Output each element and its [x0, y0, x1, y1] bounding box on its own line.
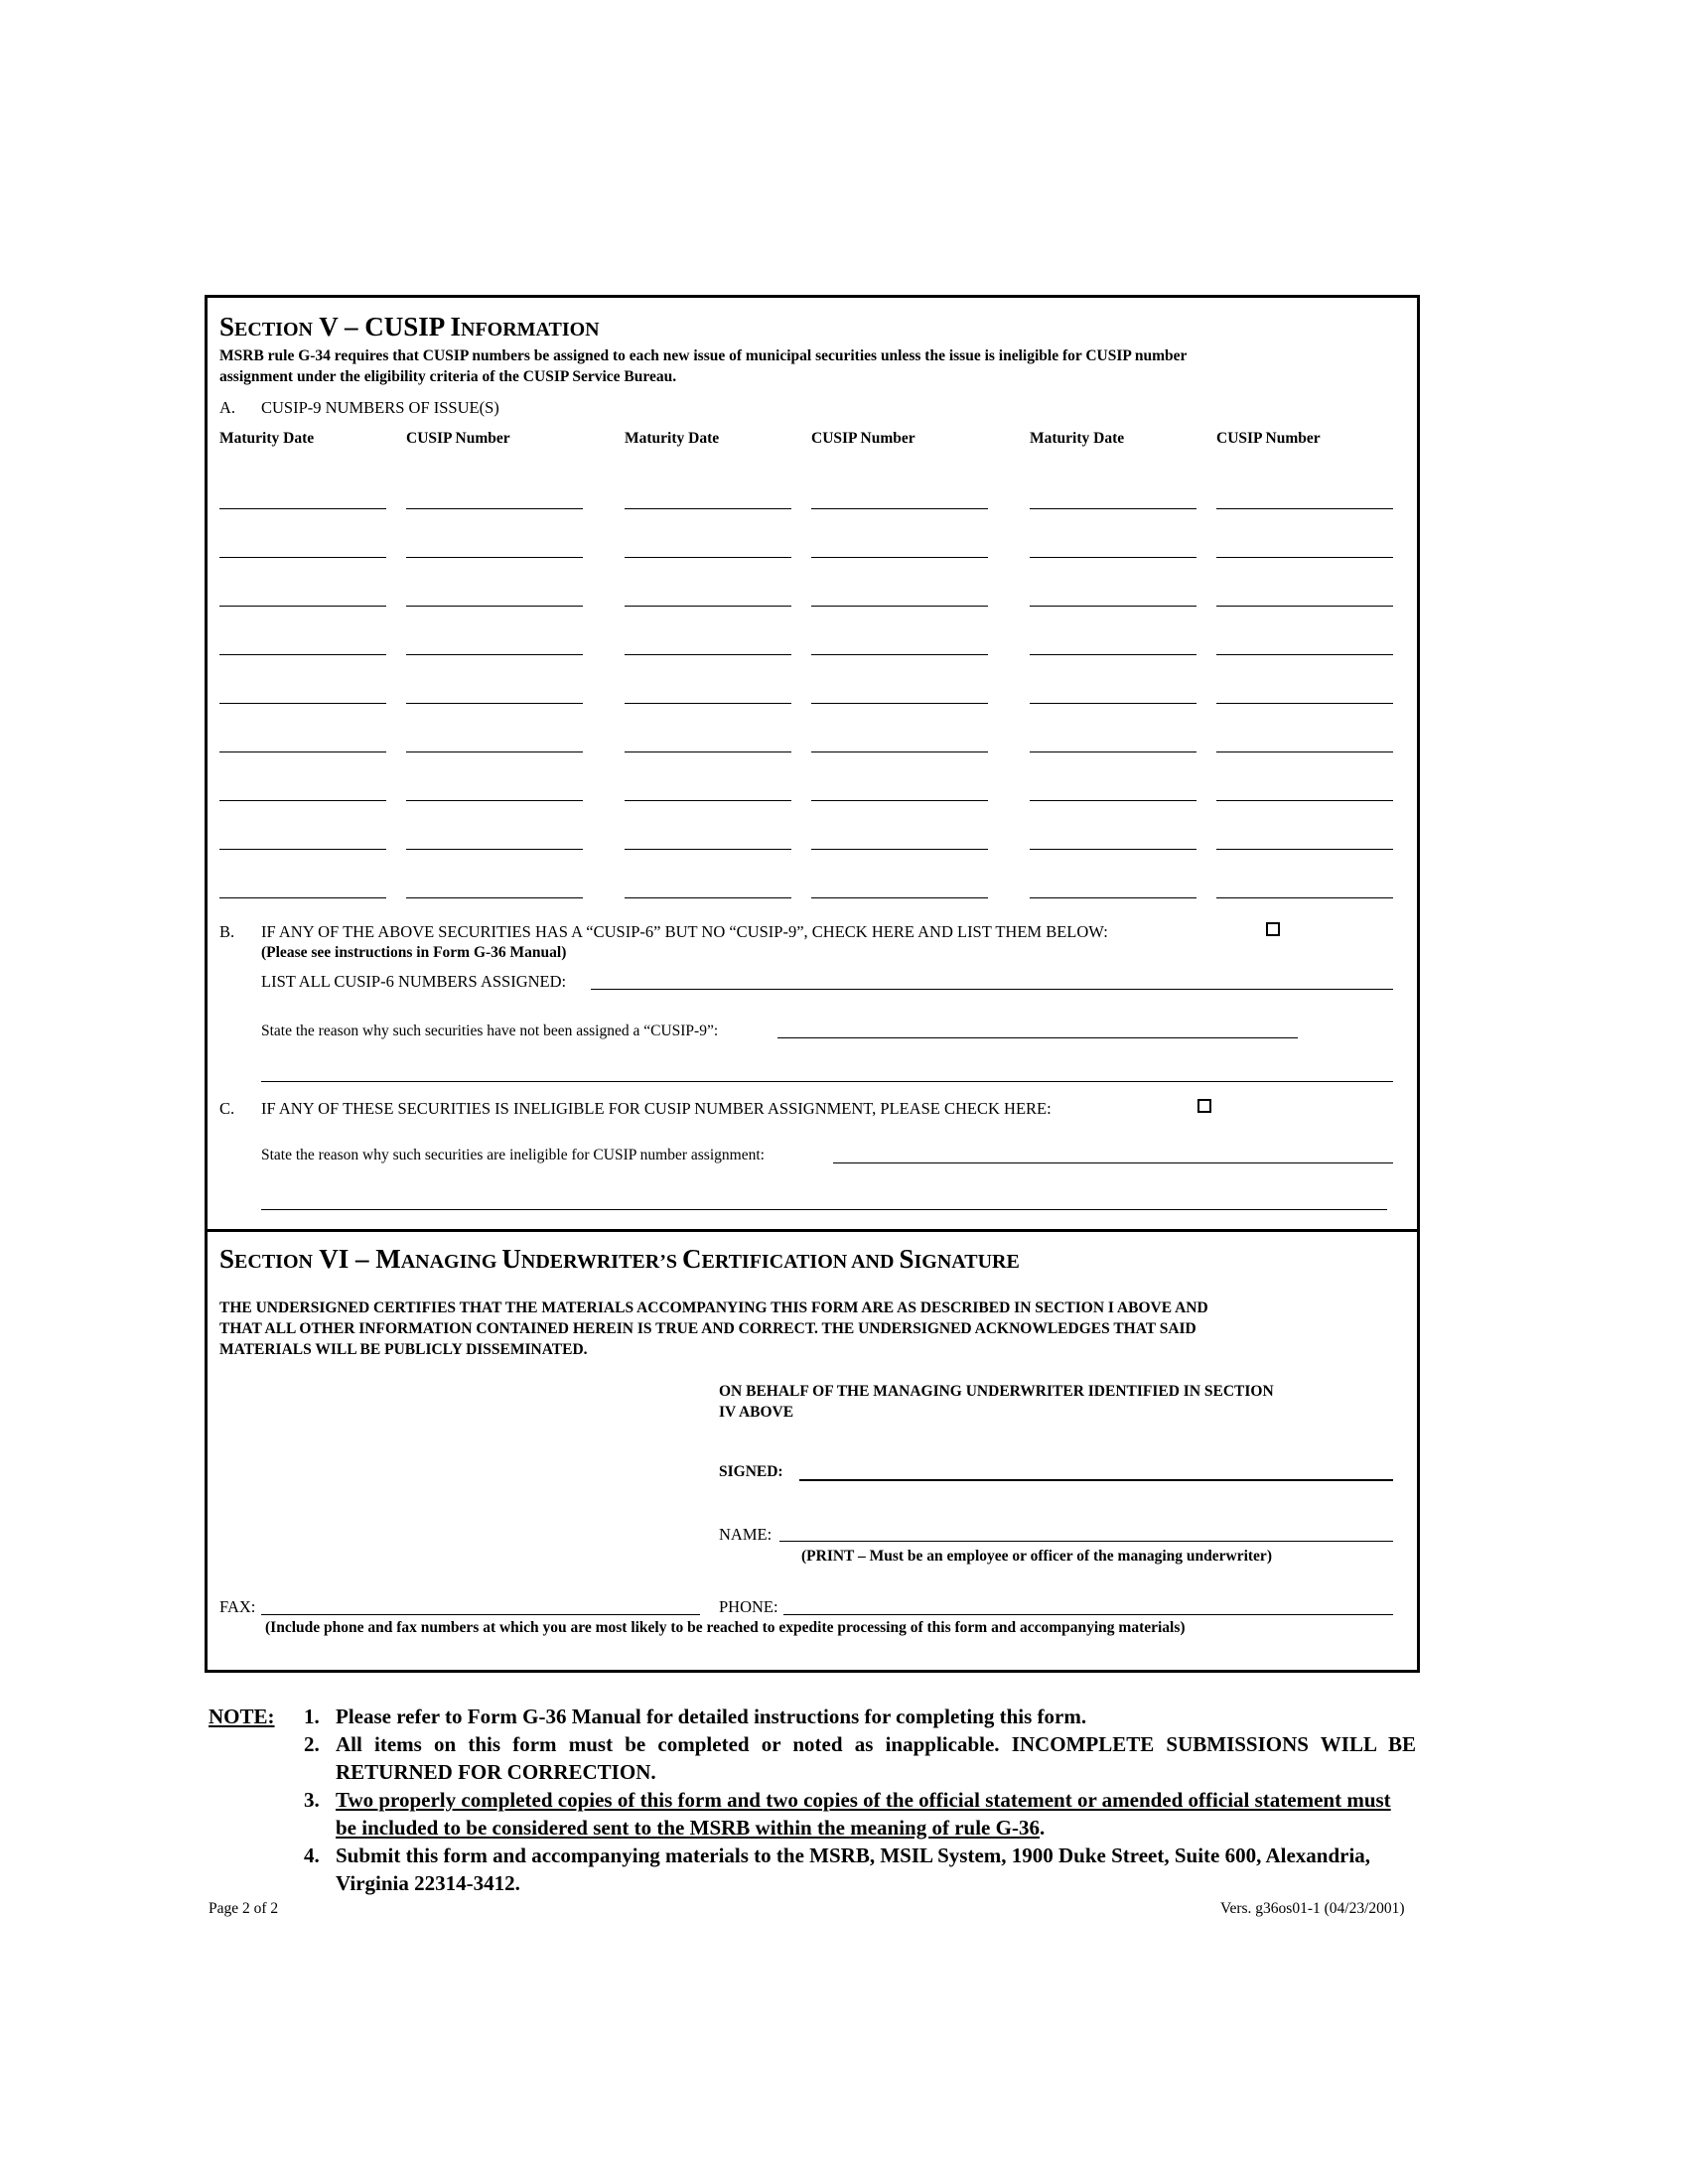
section-5-title: SECTION V – CUSIP INFORMATION — [219, 312, 600, 341]
part-b-checkbox[interactable] — [1266, 922, 1280, 936]
section-6-title: SECTION VI – MANAGING UNDERWRITER’S CERTIFICATION AND SIGNATURE — [219, 1244, 1020, 1274]
ineligible-reason-field-line2[interactable] — [261, 1209, 1387, 1210]
cusip9-reason-field-line2[interactable] — [261, 1081, 1393, 1082]
note-item-2: 2. All items on this form must be completed or noted as inapplicable. INCOMPLETE SUBMISSIONS WILL BE RETURNED FOR CORRECTION. — [304, 1732, 1416, 1784]
part-a-label: CUSIP-9 NUMBERS OF ISSUE(S) — [261, 398, 499, 417]
cusip6-list-field[interactable] — [591, 989, 1393, 990]
cusip-number-field[interactable] — [811, 897, 988, 898]
name-label: NAME: — [719, 1525, 773, 1544]
cusip-number-field[interactable] — [1216, 654, 1393, 655]
maturity-date-field[interactable] — [1030, 703, 1196, 704]
cusip-number-field[interactable] — [1216, 703, 1393, 704]
part-c-text: IF ANY OF THESE SECURITIES IS INELIGIBLE FOR CUSIP NUMBER ASSIGNMENT, PLEASE CHECK HERE: — [261, 1099, 1052, 1118]
section-5-intro-line1: MSRB rule G-34 requires that CUSIP numbers be assigned to each new issue of municipal securities unless the issue is ineligible for CUSIP number — [219, 347, 1188, 364]
phone-label: PHONE: — [719, 1597, 778, 1616]
ineligible-reason-field[interactable] — [833, 1162, 1393, 1163]
note-label: NOTE: — [209, 1705, 275, 1728]
maturity-date-field[interactable] — [1030, 606, 1196, 607]
maturity-date-field[interactable] — [625, 751, 791, 752]
maturity-date-field[interactable] — [1030, 508, 1196, 509]
part-c-checkbox[interactable] — [1197, 1099, 1211, 1113]
cusip-number-field[interactable] — [406, 849, 583, 850]
cusip-number-field[interactable] — [406, 508, 583, 509]
version-label: Vers. g36os01-1 (04/23/2001) — [1220, 1900, 1405, 1917]
cusip-number-field[interactable] — [406, 557, 583, 558]
column-header: CUSIP Number — [1216, 430, 1321, 447]
phone-field[interactable] — [783, 1614, 1393, 1615]
column-header: CUSIP Number — [406, 430, 510, 447]
part-a-letter: A. — [219, 398, 236, 417]
column-header: Maturity Date — [625, 430, 720, 447]
cusip-number-field[interactable] — [406, 800, 583, 801]
cusip-number-field[interactable] — [406, 897, 583, 898]
fax-field[interactable] — [261, 1614, 700, 1615]
note-item-3: 3. Two properly completed copies of this form and two copies of the official statement or amended official statement must be included to be considered sent to the MSRB within the meaning of rule G-36. — [304, 1788, 1391, 1840]
cusip-number-field[interactable] — [811, 849, 988, 850]
maturity-date-field[interactable] — [219, 557, 386, 558]
cusip-number-field[interactable] — [1216, 557, 1393, 558]
maturity-date-field[interactable] — [625, 800, 791, 801]
maturity-date-field[interactable] — [1030, 897, 1196, 898]
column-header: Maturity Date — [1030, 430, 1125, 447]
maturity-date-field[interactable] — [1030, 557, 1196, 558]
signature-field[interactable] — [799, 1479, 1393, 1481]
maturity-date-field[interactable] — [625, 897, 791, 898]
cusip-number-field[interactable] — [1216, 897, 1393, 898]
form-frame — [205, 295, 1420, 1673]
cusip-number-field[interactable] — [811, 654, 988, 655]
maturity-date-field[interactable] — [625, 654, 791, 655]
cusip-number-field[interactable] — [811, 751, 988, 752]
cusip-number-field[interactable] — [811, 508, 988, 509]
contact-note: (Include phone and fax numbers at which you are most likely to be reached to expedite processing of this form and accompanying materials) — [265, 1619, 1186, 1636]
note-item-1: 1. Please refer to Form G-36 Manual for detailed instructions for completing this form. — [304, 1705, 1087, 1728]
column-header: CUSIP Number — [811, 430, 915, 447]
cusip-number-field[interactable] — [811, 703, 988, 704]
behalf-line2: IV ABOVE — [719, 1404, 794, 1421]
page-number: Page 2 of 2 — [209, 1900, 279, 1917]
cusip-number-field[interactable] — [1216, 800, 1393, 801]
part-b-reason-label: State the reason why such securities have not been assigned a “CUSIP-9”: — [261, 1023, 719, 1039]
cusip-number-field[interactable] — [811, 606, 988, 607]
column-header: Maturity Date — [219, 430, 315, 447]
maturity-date-field[interactable] — [1030, 800, 1196, 801]
cusip9-reason-field[interactable] — [777, 1037, 1298, 1038]
cert-line3: MATERIALS WILL BE PUBLICLY DISSEMINATED. — [219, 1341, 588, 1358]
part-b-letter: B. — [219, 922, 235, 941]
cert-line1: THE UNDERSIGNED CERTIFIES THAT THE MATERIALS ACCOMPANYING THIS FORM ARE AS DESCRIBED IN SECTION I ABOVE AND — [219, 1299, 1208, 1316]
maturity-date-field[interactable] — [219, 508, 386, 509]
cusip-number-field[interactable] — [406, 751, 583, 752]
cusip-number-field[interactable] — [406, 703, 583, 704]
cusip-number-field[interactable] — [406, 606, 583, 607]
part-c-reason-label: State the reason why such securities are ineligible for CUSIP number assignment: — [261, 1147, 765, 1163]
maturity-date-field[interactable] — [625, 557, 791, 558]
maturity-date-field[interactable] — [219, 897, 386, 898]
maturity-date-field[interactable] — [219, 849, 386, 850]
maturity-date-field[interactable] — [625, 849, 791, 850]
maturity-date-field[interactable] — [219, 606, 386, 607]
maturity-date-field[interactable] — [219, 751, 386, 752]
maturity-date-field[interactable] — [625, 606, 791, 607]
cusip-number-field[interactable] — [811, 800, 988, 801]
cusip-number-field[interactable] — [406, 654, 583, 655]
name-field[interactable] — [779, 1541, 1393, 1542]
maturity-date-field[interactable] — [1030, 654, 1196, 655]
maturity-date-field[interactable] — [219, 654, 386, 655]
cusip-number-field[interactable] — [1216, 849, 1393, 850]
cusip-number-field[interactable] — [811, 557, 988, 558]
part-b-note: (Please see instructions in Form G-36 Manual) — [261, 944, 567, 961]
name-note: (PRINT – Must be an employee or officer of the managing underwriter) — [801, 1548, 1272, 1565]
maturity-date-field[interactable] — [1030, 751, 1196, 752]
note-item-4: 4. Submit this form and accompanying materials to the MSRB, MSIL System, 1900 Duke Street, Suite 600, Alexandria, Virginia 22314-3412. — [304, 1843, 1371, 1895]
part-b-list-label: LIST ALL CUSIP-6 NUMBERS ASSIGNED: — [261, 972, 567, 991]
cusip-number-field[interactable] — [1216, 508, 1393, 509]
part-b-text: IF ANY OF THE ABOVE SECURITIES HAS A “CUSIP-6” BUT NO “CUSIP-9”, CHECK HERE AND LIST THEM BELOW: — [261, 922, 1108, 941]
maturity-date-field[interactable] — [625, 703, 791, 704]
maturity-date-field[interactable] — [1030, 849, 1196, 850]
part-c-letter: C. — [219, 1099, 235, 1118]
signed-label: SIGNED: — [719, 1463, 783, 1480]
maturity-date-field[interactable] — [219, 800, 386, 801]
maturity-date-field[interactable] — [219, 703, 386, 704]
section-divider — [208, 1229, 1417, 1232]
behalf-line1: ON BEHALF OF THE MANAGING UNDERWRITER IDENTIFIED IN SECTION — [719, 1383, 1274, 1400]
cert-line2: THAT ALL OTHER INFORMATION CONTAINED HEREIN IS TRUE AND CORRECT. THE UNDERSIGNED ACKNOWLEDGES THAT SAID — [219, 1320, 1196, 1337]
section-5-intro-line2: assignment under the eligibility criteria of the CUSIP Service Bureau. — [219, 368, 677, 385]
cusip-number-field[interactable] — [1216, 606, 1393, 607]
maturity-date-field[interactable] — [625, 508, 791, 509]
fax-label: FAX: — [219, 1597, 256, 1616]
cusip-number-field[interactable] — [1216, 751, 1393, 752]
